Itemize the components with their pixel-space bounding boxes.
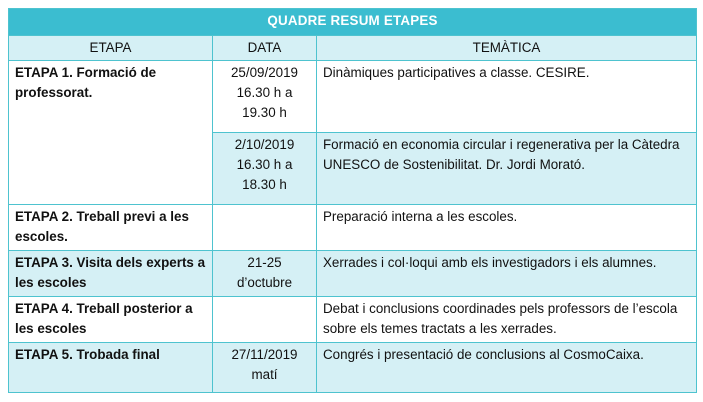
date-cell [213, 205, 317, 251]
date-cell [213, 61, 317, 133]
date-text: 2/10/2019 [234, 137, 295, 152]
table-row [9, 251, 697, 297]
date-text: 27/11/2019 [231, 347, 298, 362]
time-text: 16.30 h a 18.30 h [236, 157, 293, 192]
column-header-tematica: TEMÀTICA [317, 36, 697, 61]
tematica-cell: Preparació interna a les escoles. [317, 205, 697, 251]
date-cell [213, 297, 317, 343]
table-title: QUADRE RESUM ETAPES [9, 9, 697, 36]
etapa-cell: ETAPA 3. Visita dels experts a les escoles [9, 251, 213, 297]
date-cell: 21-25 d’octubre [213, 251, 317, 297]
column-header-data: DATA [213, 36, 317, 61]
date-text: 25/09/2019 [230, 65, 299, 80]
time-text: 16.30 h a 19.30 h [236, 85, 293, 120]
tematica-cell: Debat i conclusions coordinades pels professors de l’escola sobre els temes tractats a les xerrades. [317, 297, 697, 343]
summary-table [8, 8, 697, 393]
etapa-cell: ETAPA 5. Trobada final [9, 343, 213, 393]
date-cell [213, 133, 317, 205]
tematica-cell: Formació en economia circular i regenerativa per la Càtedra UNESCO de Sostenibilitat. Dr. Jordi Morató. [317, 133, 697, 205]
tematica-cell: Dinàmiques participatives a classe. CESIRE. [317, 61, 697, 133]
etapa-cell: ETAPA 1. Formació de professorat. [9, 61, 213, 205]
table-row [9, 343, 697, 393]
table-header-row [9, 36, 697, 61]
tematica-cell: Xerrades i col·loqui amb els investigadors i els alumnes. [317, 251, 697, 297]
time-text: matí [251, 367, 278, 382]
table-title-row [9, 9, 697, 36]
date-cell [213, 343, 317, 393]
etapa-cell: ETAPA 2. Treball previ a les escoles. [9, 205, 213, 251]
table-row [9, 297, 697, 343]
column-header-etapa: ETAPA [9, 36, 213, 61]
tematica-cell: Congrés i presentació de conclusions al CosmoCaixa. [317, 343, 697, 393]
table-row [9, 61, 697, 133]
table-row [9, 205, 697, 251]
etapa-cell: ETAPA 4. Treball posterior a les escoles [9, 297, 213, 343]
